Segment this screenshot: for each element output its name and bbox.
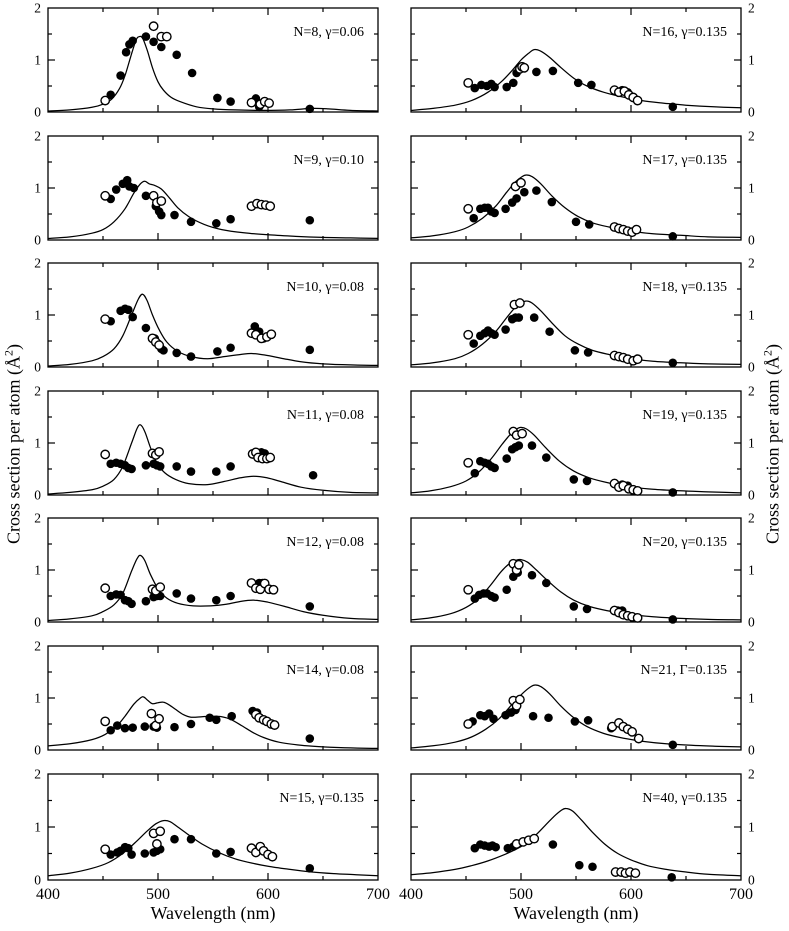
y-tick-label: 0 bbox=[748, 487, 755, 503]
panel-left-1 bbox=[34, 1, 378, 120]
data-point-open bbox=[464, 331, 472, 339]
panel-frame bbox=[411, 646, 741, 750]
data-point-filled bbox=[571, 717, 580, 726]
data-point-filled bbox=[575, 861, 584, 870]
data-point-filled bbox=[471, 469, 480, 478]
data-point-open bbox=[464, 459, 472, 467]
data-point-open bbox=[631, 869, 639, 877]
y-tick-label: 0 bbox=[34, 104, 41, 120]
data-point-filled bbox=[491, 843, 500, 852]
data-point-filled bbox=[669, 741, 678, 750]
panel-left-2 bbox=[34, 129, 378, 248]
data-point-filled bbox=[574, 79, 583, 88]
data-point-filled bbox=[187, 720, 196, 729]
data-point-open bbox=[518, 429, 526, 437]
data-point-filled bbox=[570, 475, 579, 484]
data-point-open bbox=[157, 197, 165, 205]
panel-label: N=12, γ=0.08 bbox=[286, 535, 364, 550]
y-tick-label: 0 bbox=[748, 742, 755, 758]
y-axis-label-text: Cross section per atom (Å bbox=[762, 356, 783, 544]
data-point-filled bbox=[142, 32, 151, 41]
data-point-filled bbox=[130, 184, 139, 193]
data-point-filled bbox=[122, 48, 131, 57]
data-point-filled bbox=[542, 453, 551, 462]
data-point-filled bbox=[489, 715, 498, 724]
data-point-open bbox=[266, 202, 274, 210]
data-point-open bbox=[101, 845, 109, 853]
y-tick-label: 0 bbox=[748, 614, 755, 630]
data-point-filled bbox=[226, 215, 235, 224]
y-tick-label: 1 bbox=[748, 819, 755, 835]
data-point-open bbox=[101, 315, 109, 323]
data-point-open bbox=[101, 96, 109, 104]
y-tick-label: 0 bbox=[748, 872, 755, 888]
data-point-open bbox=[149, 22, 157, 30]
theory-curve bbox=[48, 555, 378, 620]
data-point-filled bbox=[226, 592, 235, 601]
panel-label: N=16, γ=0.135 bbox=[642, 25, 727, 40]
data-point-open bbox=[153, 840, 161, 848]
data-point-filled bbox=[141, 849, 150, 858]
y-tick-label: 1 bbox=[34, 819, 41, 835]
data-point-filled bbox=[172, 589, 181, 598]
y-tick-label: 0 bbox=[748, 104, 755, 120]
y-tick-label: 2 bbox=[748, 510, 755, 526]
data-point-open bbox=[265, 99, 273, 107]
panel-frame bbox=[48, 774, 378, 880]
data-point-filled bbox=[588, 862, 597, 871]
data-point-filled bbox=[532, 186, 541, 195]
data-point-filled bbox=[542, 579, 551, 588]
data-point-filled bbox=[121, 724, 130, 733]
data-point-filled bbox=[669, 232, 678, 241]
data-point-filled bbox=[490, 464, 499, 473]
data-point-filled bbox=[128, 723, 137, 732]
data-point-open bbox=[635, 734, 643, 742]
y-tick-label: 0 bbox=[748, 232, 755, 248]
data-point-filled bbox=[128, 36, 137, 45]
y-tick-label: 1 bbox=[34, 690, 41, 706]
data-point-open bbox=[101, 584, 109, 592]
y-tick-label: 1 bbox=[34, 307, 41, 323]
data-point-filled bbox=[306, 346, 315, 355]
data-point-open bbox=[147, 709, 155, 717]
y-tick-label: 1 bbox=[34, 180, 41, 196]
data-point-open bbox=[520, 64, 528, 72]
x-tick-label: 400 bbox=[399, 886, 423, 903]
data-point-open bbox=[163, 32, 171, 40]
data-point-filled bbox=[490, 593, 499, 602]
data-point-filled bbox=[530, 313, 539, 322]
x-tick-label: 500 bbox=[509, 886, 533, 903]
x-tick-label: 700 bbox=[366, 886, 390, 903]
data-point-filled bbox=[529, 712, 538, 721]
y-tick-label: 0 bbox=[34, 742, 41, 758]
x-tick-label: 700 bbox=[729, 886, 753, 903]
y-tick-label: 2 bbox=[34, 128, 41, 144]
data-point-filled bbox=[306, 734, 315, 743]
data-point-filled bbox=[669, 359, 678, 368]
data-point-filled bbox=[585, 220, 594, 229]
y-tick-label: 0 bbox=[34, 359, 41, 375]
data-point-open bbox=[516, 299, 524, 307]
panel-left-7 bbox=[34, 767, 390, 904]
theory-curve bbox=[411, 175, 741, 238]
data-point-filled bbox=[212, 467, 221, 476]
data-point-filled bbox=[501, 205, 510, 214]
y-tick-label: 0 bbox=[34, 487, 41, 503]
data-point-filled bbox=[501, 325, 510, 334]
panel-label: N=11, γ=0.08 bbox=[286, 408, 364, 423]
data-point-open bbox=[632, 225, 640, 233]
data-point-filled bbox=[490, 330, 499, 339]
panel-frame bbox=[48, 391, 378, 495]
data-point-filled bbox=[509, 79, 518, 88]
panel-label: N=21, Γ=0.135 bbox=[640, 663, 727, 678]
panel-label: N=9, γ=0.10 bbox=[293, 153, 364, 168]
data-point-filled bbox=[515, 441, 524, 450]
theory-curve bbox=[411, 301, 741, 365]
data-point-open bbox=[266, 453, 274, 461]
data-point-filled bbox=[149, 38, 158, 47]
data-point-filled bbox=[212, 716, 221, 725]
data-point-filled bbox=[226, 848, 235, 857]
data-point-open bbox=[464, 79, 472, 87]
panel-frame bbox=[48, 263, 378, 367]
y-tick-label: 2 bbox=[748, 766, 755, 782]
x-axis-label-right-column: Wavelength (nm) bbox=[513, 903, 639, 923]
x-tick-label: 500 bbox=[146, 886, 170, 903]
data-point-filled bbox=[187, 218, 196, 227]
data-point-filled bbox=[306, 864, 315, 873]
panel-frame bbox=[411, 8, 741, 112]
data-point-open bbox=[633, 355, 641, 363]
data-point-filled bbox=[127, 600, 136, 609]
data-point-filled bbox=[157, 43, 166, 52]
y-tick-label: 0 bbox=[34, 614, 41, 630]
data-point-filled bbox=[544, 713, 553, 722]
theory-curve bbox=[411, 685, 741, 748]
y-axis-label-right bbox=[761, 344, 784, 544]
data-point-filled bbox=[549, 840, 558, 849]
data-point-open bbox=[101, 192, 109, 200]
data-point-filled bbox=[583, 477, 592, 486]
panel-label: N=15, γ=0.135 bbox=[279, 791, 364, 806]
data-point-filled bbox=[306, 602, 315, 611]
theory-curve bbox=[48, 36, 378, 111]
panel-right-2 bbox=[411, 129, 755, 248]
x-axis-label-left-column: Wavelength (nm) bbox=[150, 903, 276, 923]
data-point-filled bbox=[213, 347, 222, 356]
data-point-filled bbox=[226, 462, 235, 471]
y-axis-label-text: Cross section per atom (Å bbox=[3, 356, 24, 544]
data-point-filled bbox=[170, 835, 179, 844]
data-point-open bbox=[155, 448, 163, 456]
data-point-open bbox=[101, 450, 109, 458]
y-tick-label: 1 bbox=[748, 435, 755, 451]
data-point-filled bbox=[113, 721, 122, 730]
data-point-filled bbox=[157, 211, 166, 220]
data-point-filled bbox=[528, 571, 537, 580]
data-point-filled bbox=[188, 69, 197, 78]
data-point-filled bbox=[584, 716, 593, 725]
data-point-filled bbox=[116, 71, 125, 80]
theory-curve bbox=[411, 559, 741, 619]
y-tick-label: 2 bbox=[748, 255, 755, 271]
y-tick-label: 1 bbox=[34, 435, 41, 451]
panel-right-5 bbox=[411, 511, 755, 630]
data-point-filled bbox=[490, 83, 499, 92]
panel-frame bbox=[48, 646, 378, 750]
data-point-filled bbox=[142, 461, 151, 470]
data-point-filled bbox=[583, 605, 592, 614]
data-point-open bbox=[267, 330, 275, 338]
y-tick-label: 2 bbox=[748, 128, 755, 144]
data-point-open bbox=[464, 205, 472, 213]
data-point-filled bbox=[532, 68, 541, 77]
panel-right-7 bbox=[399, 767, 755, 904]
y-tick-label: 2 bbox=[34, 383, 41, 399]
data-point-filled bbox=[170, 723, 179, 732]
data-point-filled bbox=[212, 596, 221, 605]
data-point-filled bbox=[142, 324, 151, 333]
y-tick-label: 1 bbox=[748, 690, 755, 706]
x-tick-label: 600 bbox=[619, 886, 643, 903]
data-point-filled bbox=[187, 835, 196, 844]
data-point-filled bbox=[469, 214, 478, 223]
x-tick-label: 600 bbox=[256, 886, 280, 903]
data-point-open bbox=[628, 728, 636, 736]
data-point-filled bbox=[112, 185, 121, 194]
data-point-filled bbox=[309, 471, 318, 480]
data-point-filled bbox=[502, 585, 511, 594]
data-point-open bbox=[269, 586, 277, 594]
x-tick-label: 400 bbox=[36, 886, 60, 903]
y-tick-label: 0 bbox=[748, 359, 755, 375]
y-tick-label: 2 bbox=[34, 638, 41, 654]
data-point-filled bbox=[669, 615, 678, 624]
data-point-open bbox=[268, 852, 276, 860]
data-point-open bbox=[530, 834, 538, 842]
panel-label: N=40, γ=0.135 bbox=[642, 791, 727, 806]
data-point-filled bbox=[212, 219, 221, 228]
y-tick-label: 0 bbox=[34, 232, 41, 248]
y-tick-label: 2 bbox=[34, 766, 41, 782]
y-tick-label: 2 bbox=[34, 255, 41, 271]
panel-left-3 bbox=[34, 256, 378, 375]
data-point-filled bbox=[213, 94, 222, 103]
y-axis-label-left bbox=[2, 344, 25, 544]
data-point-filled bbox=[226, 97, 235, 106]
data-point-filled bbox=[545, 327, 554, 336]
data-point-open bbox=[464, 720, 472, 728]
panel-right-6 bbox=[411, 639, 755, 758]
y-tick-label: 1 bbox=[748, 180, 755, 196]
data-point-filled bbox=[187, 594, 196, 603]
data-point-filled bbox=[141, 722, 150, 731]
data-point-filled bbox=[227, 712, 236, 721]
data-point-filled bbox=[156, 462, 165, 471]
data-point-filled bbox=[124, 306, 133, 315]
data-point-open bbox=[270, 721, 278, 729]
data-point-filled bbox=[515, 313, 524, 322]
y-tick-label: 1 bbox=[748, 52, 755, 68]
data-point-filled bbox=[142, 597, 151, 606]
y-tick-label: 2 bbox=[748, 383, 755, 399]
y-axis-label-superscript: 2 bbox=[1, 350, 16, 357]
y-tick-label: 2 bbox=[34, 0, 41, 16]
data-point-filled bbox=[306, 105, 315, 114]
data-point-filled bbox=[549, 67, 558, 76]
y-tick-label: 0 bbox=[34, 872, 41, 888]
panel-frame bbox=[48, 518, 378, 622]
data-point-filled bbox=[548, 198, 557, 207]
panel-label: N=19, γ=0.135 bbox=[642, 408, 727, 423]
y-tick-label: 1 bbox=[34, 52, 41, 68]
panel-label: N=18, γ=0.135 bbox=[642, 280, 727, 295]
data-point-filled bbox=[584, 348, 593, 357]
panel-right-3 bbox=[411, 256, 755, 375]
data-point-open bbox=[156, 583, 164, 591]
data-point-open bbox=[517, 179, 525, 187]
panel-label: N=14, γ=0.08 bbox=[286, 663, 364, 678]
data-point-filled bbox=[572, 218, 581, 227]
panel-label: N=17, γ=0.135 bbox=[642, 153, 727, 168]
data-point-filled bbox=[172, 349, 181, 358]
data-point-filled bbox=[528, 441, 537, 450]
data-point-filled bbox=[128, 313, 137, 322]
data-point-filled bbox=[187, 352, 196, 361]
data-point-open bbox=[633, 614, 641, 622]
data-point-filled bbox=[306, 216, 315, 225]
theory-curve bbox=[48, 294, 378, 366]
data-point-filled bbox=[127, 465, 136, 474]
y-tick-label: 2 bbox=[34, 510, 41, 526]
data-point-filled bbox=[127, 850, 136, 859]
y-tick-label: 1 bbox=[748, 307, 755, 323]
data-point-open bbox=[156, 827, 164, 835]
theory-curve bbox=[48, 820, 378, 875]
data-point-open bbox=[247, 98, 255, 106]
y-tick-label: 2 bbox=[748, 638, 755, 654]
data-point-filled bbox=[172, 51, 181, 60]
theory-curve bbox=[48, 181, 378, 238]
y-tick-label: 1 bbox=[748, 562, 755, 578]
data-point-open bbox=[155, 715, 163, 723]
y-axis-label-close: ) bbox=[762, 344, 783, 351]
data-point-open bbox=[155, 341, 163, 349]
y-axis-label-close: ) bbox=[3, 344, 24, 351]
data-point-filled bbox=[226, 343, 235, 352]
panel-left-6 bbox=[34, 639, 378, 758]
panel-right-4 bbox=[411, 384, 755, 503]
data-point-filled bbox=[490, 209, 499, 218]
y-tick-label: 2 bbox=[748, 0, 755, 16]
data-point-open bbox=[101, 717, 109, 725]
data-point-open bbox=[515, 561, 523, 569]
data-point-open bbox=[633, 96, 641, 104]
data-point-filled bbox=[667, 873, 676, 882]
panel-label: N=10, γ=0.08 bbox=[286, 280, 364, 295]
data-point-filled bbox=[469, 339, 478, 348]
data-point-open bbox=[633, 487, 641, 495]
data-point-filled bbox=[172, 462, 181, 471]
panel-label: N=20, γ=0.135 bbox=[642, 535, 727, 550]
data-point-open bbox=[464, 586, 472, 594]
data-point-filled bbox=[512, 194, 521, 203]
data-point-filled bbox=[587, 81, 596, 90]
data-point-filled bbox=[212, 849, 221, 858]
theory-curve bbox=[48, 425, 378, 494]
data-point-filled bbox=[570, 602, 579, 611]
data-point-open bbox=[516, 695, 524, 703]
panel-frame bbox=[48, 8, 378, 112]
panel-left-5 bbox=[34, 511, 378, 630]
data-point-filled bbox=[502, 454, 511, 463]
y-axis-label-superscript: 2 bbox=[760, 350, 775, 357]
data-point-filled bbox=[170, 211, 179, 220]
data-point-filled bbox=[669, 488, 678, 497]
data-point-filled bbox=[187, 467, 196, 476]
panel-left-4 bbox=[34, 384, 378, 503]
y-tick-label: 1 bbox=[34, 562, 41, 578]
data-point-filled bbox=[571, 346, 580, 355]
data-point-filled bbox=[520, 188, 529, 197]
panel-label: N=8, γ=0.06 bbox=[293, 25, 364, 40]
panel-right-1 bbox=[411, 1, 755, 120]
data-point-filled bbox=[669, 103, 678, 112]
